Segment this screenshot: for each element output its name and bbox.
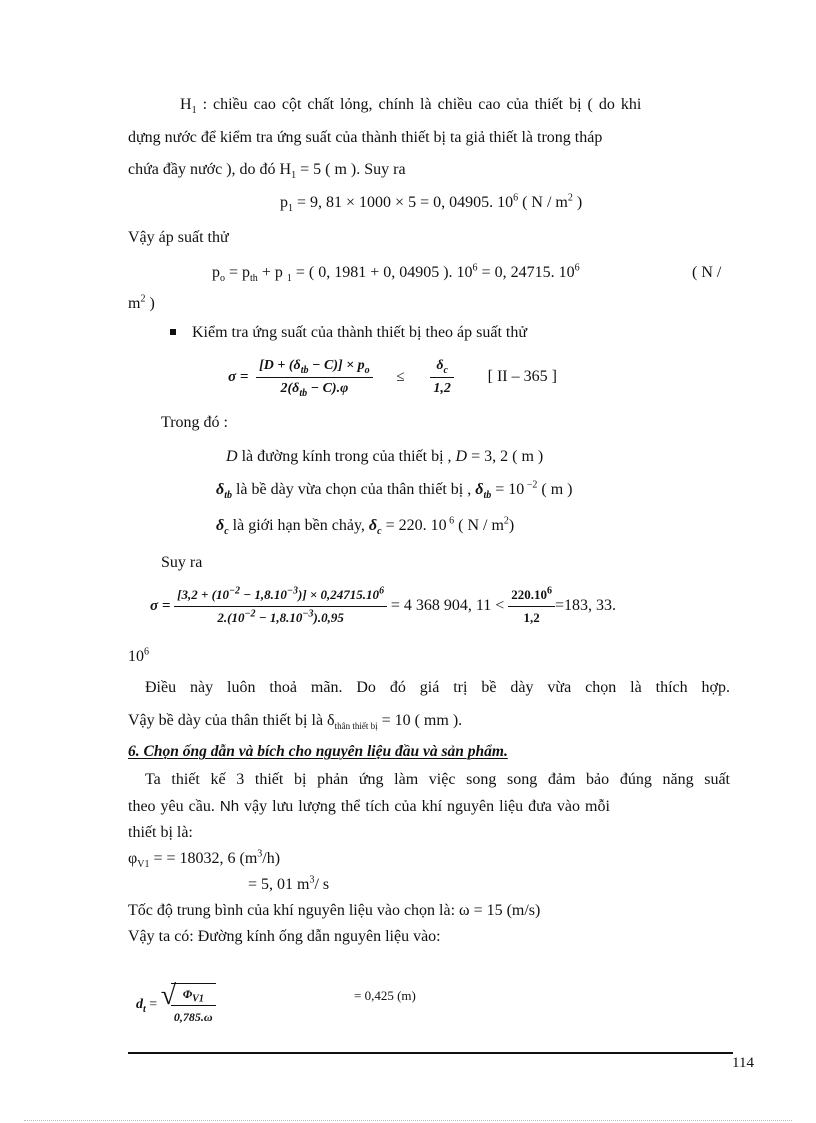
section-heading: 6. Chọn ống dẫn và bích cho nguyên liệu đầu và sản phẩm. <box>128 743 508 760</box>
design-para-line1: Ta thiết kế 3 thiết bị phản ứng làm việc song song đảm bảo đúng năng suất <box>145 771 730 788</box>
sqrt-sign: √ $\frac{\Phi_{V1}}{0,785.\omega}$ <box>161 983 216 1027</box>
design-para-line3: thiết bị là: <box>128 824 193 841</box>
flow-rate-line: $\varphi_{V1}$ = = 18032, 6 $(m^3/h)$ <box>128 848 281 871</box>
def-d: D là đường kính trong của thiết bị , D = 3, 2 ( m ) <box>226 448 544 465</box>
formula-sigma-computed: σ = $\frac{[3,2 + (10^{-2} - 1,8.10^{-3})] \times 0,24715.10^6}{2.(10^{-2} - 1,8.10^{-3}).0,95}$ = 4 368 904, 11 < $\frac{220.10^6}{1,2}$ =183, 33. <box>150 585 617 625</box>
diameter-result: = 0,425 (m) <box>354 988 416 1003</box>
therefore-label: Suy ra <box>161 554 203 571</box>
formula-sigma: σ = $\frac{[D + (\delta_{tb} - C)] \times p_o}{2(\delta_{tb} - C).\varphi}$ ≤ $\frac{\delta_c}{1,2}$ [ II – 365 ] <box>228 358 557 399</box>
conclusion-line2: Vậy bề dày của thân thiết bị là $\delta_{thân thiết bị} = 10$ ( mm ). <box>128 712 463 732</box>
para-h1-line2: dựng nước để kiểm tra ứng suất của thành thiết bị ta giả thiết là trong tháp <box>128 129 603 146</box>
where-label: Trong đó : <box>161 414 228 431</box>
equation-po-unit: ( N / <box>692 264 722 281</box>
def-delta-tb: $\delta_{tb}$ là bề dày vừa chọn của thân thiết bị , $\delta_{tb} = 10$ $^{-2}$ ( m ) <box>216 479 573 502</box>
conclusion-line1: Điều này luôn thoả mãn. Do đó giá trị bề dày vừa chọn là thích hợp. <box>145 679 730 696</box>
diameter-intro: Vậy ta có: Đường kính ống dẫn nguyên liệu vào: <box>128 928 441 945</box>
page-number: 114 <box>732 1055 754 1071</box>
footer-rule <box>128 1052 733 1054</box>
equation-po: $p_o = p_{th} + p$ $_1$ = ( 0, 1981 + 0, 04905 ). $10^6 = 0$, 24715. $10^6$ <box>212 262 580 285</box>
equation-po-unit-cont: $m^2$ ) <box>128 293 155 312</box>
def-delta-c: $\delta_c$ là giới hạn bền chảy, $\delta_c = 220$. 10 $^6$ ( N / $m^2$) <box>216 515 515 538</box>
velocity-line: Tốc độ trung bình của khí nguyên liệu vào chọn là: ω = 15 (m/s) <box>128 902 541 919</box>
bullet-text: Kiểm tra ứng suất của thành thiết bị theo áp suất thử <box>192 324 528 341</box>
test-pressure-label: Vậy áp suất thử <box>128 229 229 246</box>
para-h1-line3: chứa đầy nước ), do đó $H_1 = 5$ ( m ). Suy ra <box>128 161 406 182</box>
bullet-icon <box>170 329 176 335</box>
page-edge-dotted <box>24 1120 792 1121</box>
ten-power-6: $10^6$ <box>128 646 149 665</box>
para-h1-line1: $H_1$ : chiều cao cột chất lỏng, chính là chiều cao của thiết bị ( do khi <box>180 96 642 117</box>
design-para-line2: theo yêu cầu. Nh vậy lưu lượng thể tích của khí nguyên liệu đưa vào mỗi <box>128 798 610 815</box>
equation-p1: $p_1 = 9$, 81 × 1000 × 5 = 0, 04905. $10^6$ ( N / $m^2$ ) <box>280 192 583 215</box>
formula-diameter: $d_t$ = √ $\frac{\Phi_{V1}}{0,785.\omega}$ <box>136 983 216 1027</box>
flow-rate-si: = 5, 01 $m^3/$ s <box>248 874 330 893</box>
